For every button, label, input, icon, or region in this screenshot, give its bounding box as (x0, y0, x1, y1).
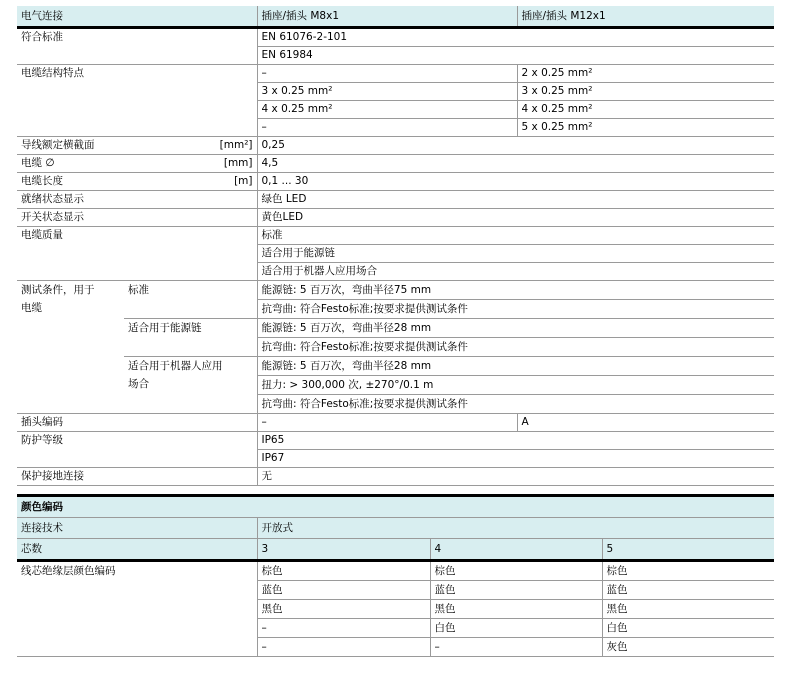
insulation-c4: 棕色 (430, 561, 602, 581)
insulation-c3: 蓝色 (257, 581, 430, 600)
cross-section-label: 导线额定横截面 (21, 139, 95, 151)
length-row (17, 173, 774, 191)
cable-quality-value: 标准 (257, 227, 774, 245)
ready-status-label: 就绪状态显示 (17, 191, 257, 209)
cable-structure-m12: 3 x 0.25 mm² (517, 83, 774, 101)
m8-column-header: 插座/插头 M8x1 (257, 6, 517, 28)
protection-label: 防护等级 (17, 432, 257, 468)
cable-quality-value: 适合用于能源链 (257, 245, 774, 263)
diameter-row (17, 155, 774, 173)
standard-value-1: EN 61076-2-101 (257, 28, 774, 47)
cable-structure-m8: 4 x 0.25 mm² (257, 101, 517, 119)
insulation-c3: 棕色 (257, 561, 430, 581)
insulation-c5: 白色 (602, 619, 774, 638)
electrical-header-row (17, 6, 774, 28)
test-condition-value: 抗弯曲: 符合Festo标准;按要求提供测试条件 (257, 338, 774, 357)
cores-row (17, 539, 774, 561)
cores-4: 4 (430, 539, 602, 561)
earth-value: 无 (257, 468, 774, 486)
insulation-c3: – (257, 619, 430, 638)
plug-coding-label: 插头编码 (17, 414, 257, 432)
protection-value: IP67 (257, 450, 774, 468)
test-conditions-row (17, 281, 774, 300)
insulation-c4: 蓝色 (430, 581, 602, 600)
switch-status-row (17, 209, 774, 227)
test-conditions-row (17, 319, 774, 338)
m12-column-header: 插座/插头 M12x1 (517, 6, 774, 28)
diameter-value: 4,5 (257, 155, 774, 173)
ready-status-row (17, 191, 774, 209)
connection-tech-row (17, 518, 774, 539)
connection-tech-value: 开放式 (257, 518, 774, 539)
cable-structure-m12: 2 x 0.25 mm² (517, 65, 774, 83)
color-coding-table (17, 494, 774, 657)
test-condition-value: 能源链: 5 百万次，弯曲半径28 mm (257, 319, 774, 338)
switch-status-label: 开关状态显示 (17, 209, 257, 227)
electrical-connection-table (17, 6, 774, 486)
plug-coding-row (17, 414, 774, 432)
length-value: 0,1 ... 30 (257, 173, 774, 191)
plug-coding-m12: A (517, 414, 774, 432)
earth-label: 保护接地连接 (17, 468, 257, 486)
cable-structure-m12: 5 x 0.25 mm² (517, 119, 774, 137)
cable-structure-m8: – (257, 119, 517, 137)
switch-status-value: 黄色LED (257, 209, 774, 227)
insulation-c5: 灰色 (602, 638, 774, 657)
electrical-header-label: 电气连接 (17, 6, 257, 28)
cable-structure-m12: 4 x 0.25 mm² (517, 101, 774, 119)
test-conditions-row (17, 357, 774, 376)
insulation-label: 线芯绝缘层颜色编码 (17, 561, 257, 657)
test-group-robot-label-line1: 适合用于机器人应用 (128, 360, 223, 372)
insulation-row (17, 561, 774, 581)
test-group-energy-chain-label: 适合用于能源链 (124, 319, 257, 357)
connection-tech-label: 连接技术 (17, 518, 257, 539)
protection-row (17, 432, 774, 450)
test-condition-value: 抗弯曲: 符合Festo标准;按要求提供测试条件 (257, 395, 774, 414)
test-group-robot-label (124, 357, 257, 414)
test-condition-value: 能源链: 5 百万次，弯曲半径28 mm (257, 357, 774, 376)
cores-3: 3 (257, 539, 430, 561)
cores-5: 5 (602, 539, 774, 561)
standard-label: 符合标准 (17, 28, 257, 65)
insulation-c4: – (430, 638, 602, 657)
insulation-c5: 蓝色 (602, 581, 774, 600)
test-condition-value: 能源链: 5 百万次，弯曲半径75 mm (257, 281, 774, 300)
test-condition-value: 扭力: > 300,000 次, ±270°/0.1 m (257, 376, 774, 395)
insulation-c5: 黑色 (602, 600, 774, 619)
cross-section-row (17, 137, 774, 155)
cable-quality-label: 电缆质量 (17, 227, 257, 281)
test-condition-value: 抗弯曲: 符合Festo标准;按要求提供测试条件 (257, 300, 774, 319)
cable-structure-row (17, 65, 774, 83)
cable-quality-row (17, 227, 774, 245)
cores-label: 芯数 (17, 539, 257, 561)
cable-structure-m8: 3 x 0.25 mm² (257, 83, 517, 101)
insulation-c5: 棕色 (602, 561, 774, 581)
ready-status-value: 绿色 LED (257, 191, 774, 209)
insulation-c4: 黑色 (430, 600, 602, 619)
diameter-unit: [mm] (223, 157, 253, 169)
insulation-c3: – (257, 638, 430, 657)
insulation-c3: 黑色 (257, 600, 430, 619)
color-coding-header-row (17, 496, 774, 518)
test-conditions-label-line1: 测试条件，用于 (21, 284, 95, 296)
length-label: 电缆长度 (21, 175, 63, 187)
test-conditions-label-line2: 电缆 (21, 302, 42, 314)
protection-value: IP65 (257, 432, 774, 450)
plug-coding-m8: – (257, 414, 517, 432)
color-coding-header: 颜色编码 (17, 496, 774, 518)
cable-quality-value: 适合用于机器人应用场合 (257, 263, 774, 281)
standard-value-2: EN 61984 (257, 47, 774, 65)
diameter-label: 电缆 ∅ (21, 157, 55, 169)
test-group-robot-label-line2: 场合 (128, 378, 149, 390)
standard-row (17, 28, 774, 47)
cross-section-unit: [mm²] (219, 139, 253, 151)
insulation-c4: 白色 (430, 619, 602, 638)
test-group-standard-label: 标准 (124, 281, 257, 319)
length-unit: [m] (234, 175, 253, 187)
cross-section-value: 0,25 (257, 137, 774, 155)
cable-structure-m8: – (257, 65, 517, 83)
earth-row (17, 468, 774, 486)
test-conditions-label (17, 281, 124, 414)
cable-structure-label: 电缆结构特点 (17, 65, 257, 137)
